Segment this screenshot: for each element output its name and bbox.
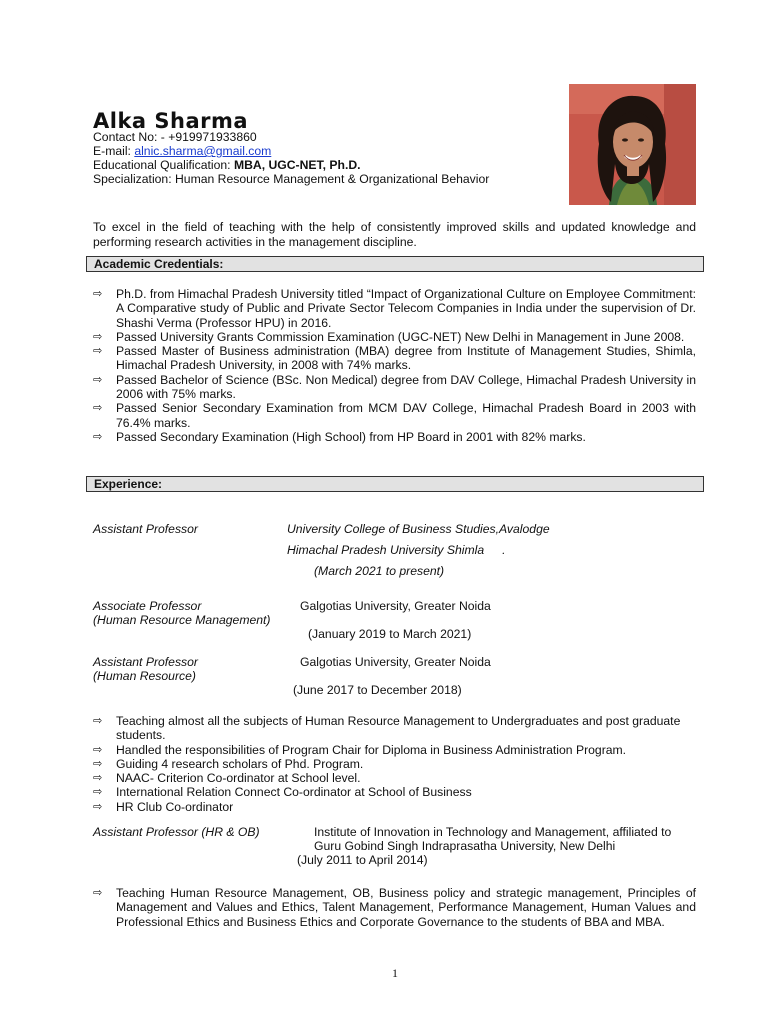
- specialization-value: Human Resource Management & Organizational Behavior: [174, 172, 490, 186]
- list-item: ⇨ Passed Senior Secondary Examination from MCM DAV College, Himachal Pradesh Board in 2003 with 76.4% marks.: [93, 401, 696, 430]
- list-item: ⇨ Teaching Human Resource Management, OB, Business policy and strategic management, Principles of Management and Values and Ethics, Talent Management, Performance Management, Human Values and Professional Ethics and Business Ethics and Corporate Governance to the students of BBA and MBA.: [93, 886, 696, 929]
- galgotias-responsibilities-list: [93, 714, 696, 814]
- arrow-right-outline-icon: ⇨: [93, 799, 103, 813]
- arrow-right-outline-icon: ⇨: [93, 742, 103, 756]
- job1-title: Assistant Professor: [93, 522, 198, 536]
- job2-org: Galgotias University, Greater Noida: [300, 599, 491, 613]
- list-item: ⇨ HR Club Co-ordinator: [93, 799, 234, 814]
- arrow-right-outline-icon: ⇨: [93, 401, 103, 415]
- job4-title: Assistant Professor (HR & OB): [93, 825, 260, 839]
- contact-value: +919971933860: [168, 130, 257, 144]
- arrow-right-outline-icon: ⇨: [93, 287, 103, 300]
- candidate-name: Alka Sharma: [93, 109, 249, 133]
- page-number: 1: [392, 966, 398, 980]
- arrow-right-outline-icon: ⇨: [93, 886, 103, 899]
- specialization-label: Specialization:: [93, 172, 172, 186]
- job2-subtitle: (Human Resource Management): [93, 613, 271, 627]
- email-line: [93, 144, 271, 158]
- qualification-label: Educational Qualification:: [93, 158, 231, 172]
- arrow-right-outline-icon: ⇨: [93, 771, 103, 785]
- arrow-right-outline-icon: ⇨: [93, 756, 103, 770]
- contact-line: [93, 130, 257, 144]
- arrow-right-outline-icon: ⇨: [93, 372, 103, 386]
- list-item: ⇨ Handled the responsibilities of Program Chair for Diploma in Business Administration Program.: [93, 742, 627, 757]
- experience-heading: Experience:: [86, 476, 704, 492]
- job4-org-line1: Institute of Innovation in Technology and Management, affiliated to: [314, 825, 672, 839]
- academic-credentials-list: [93, 287, 696, 444]
- job3-org: Galgotias University, Greater Noida: [300, 655, 491, 669]
- job3-period: (June 2017 to December 2018): [293, 683, 462, 697]
- list-item: ⇨ NAAC- Criterion Co-ordinator at School level.: [93, 771, 361, 786]
- arrow-right-outline-icon: ⇨: [93, 429, 103, 443]
- job1-org-line2: Himachal Pradesh University Shimla .: [287, 543, 506, 557]
- arrow-right-outline-icon: ⇨: [93, 344, 103, 358]
- arrow-right-outline-icon: ⇨: [93, 785, 103, 799]
- list-item: ⇨ Passed Master of Business administration (MBA) degree from Institute of Management Studies, Shimla, Himachal Pradesh University, in 2008 with 74% marks.: [93, 344, 696, 373]
- list-item: ⇨ Passed University Grants Commission Examination (UGC-NET) New Delhi in Management in June 2008.: [93, 329, 685, 344]
- job2-title: Associate Professor: [93, 599, 202, 613]
- list-item: ⇨ Teaching almost all the subjects of Human Resource Management to Undergraduates and post graduate students.: [93, 714, 681, 743]
- job2-period: (January 2019 to March 2021): [308, 627, 472, 641]
- job4-period: (July 2011 to April 2014): [297, 853, 428, 867]
- qualification-line: [93, 158, 361, 172]
- job3-subtitle: (Human Resource): [93, 669, 196, 683]
- list-item: ⇨ Ph.D. from Himachal Pradesh University titled “Impact of Organizational Culture on Employee Commitment: A Comparative study of Public and Private Sector Telecom Companies in India under the supervision of Dr. Shashi Verma (Professor HPU) in 2016.: [93, 287, 696, 330]
- list-item: ⇨ International Relation Connect Co-ordinator at School of Business: [93, 785, 472, 800]
- arrow-right-outline-icon: ⇨: [93, 329, 103, 343]
- contact-label: Contact No: -: [93, 130, 165, 144]
- job3-title: Assistant Professor: [93, 655, 198, 669]
- list-item: ⇨ Passed Bachelor of Science (BSc. Non Medical) degree from DAV College, Himachal Pradesh University in 2006 with 75% marks.: [93, 372, 696, 402]
- job1-period: (March 2021 to present): [314, 564, 445, 578]
- profile-photo: [569, 84, 696, 205]
- list-item: ⇨ Passed Secondary Examination (High School) from HP Board in 2001 with 82% marks.: [93, 429, 586, 444]
- arrow-right-outline-icon: ⇨: [93, 714, 103, 727]
- career-objective: To excel in the field of teaching with the help of consistently improved skills and updated knowledge and performing research activities in the management discipline.: [93, 220, 696, 249]
- iitm-responsibilities-list: [93, 886, 696, 929]
- job1-org-line1: University College of Business Studies,Avalodge: [287, 522, 550, 536]
- job4-org-line2: Guru Gobind Singh Indraprasatha University, New Delhi: [314, 839, 616, 853]
- academic-credentials-heading: Academic Credentials:: [86, 256, 704, 272]
- email-label: E-mail:: [93, 144, 131, 158]
- email-link[interactable]: alnic.sharma@gmail.com: [134, 144, 272, 158]
- list-item: ⇨ Guiding 4 research scholars of Phd. Program.: [93, 756, 364, 771]
- specialization-line: [93, 172, 489, 186]
- qualification-value: MBA, UGC-NET, Ph.D.: [233, 158, 361, 172]
